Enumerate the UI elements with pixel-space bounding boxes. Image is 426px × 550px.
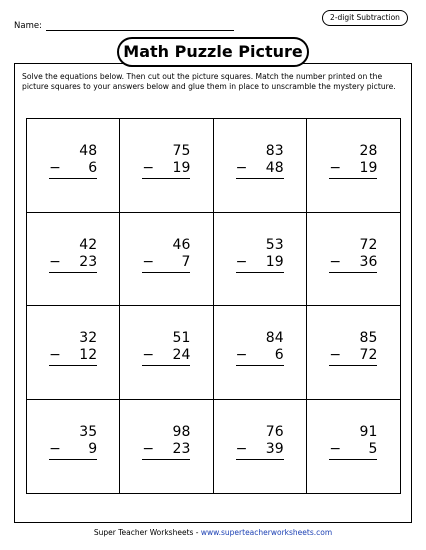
minuend: 98 bbox=[172, 423, 191, 440]
minus-sign: − bbox=[235, 253, 248, 270]
minus-sign: − bbox=[49, 440, 61, 457]
subtrahend: 19 bbox=[265, 253, 284, 270]
problem-cell bbox=[214, 306, 307, 400]
minuend: 28 bbox=[359, 143, 378, 159]
problem-cell bbox=[120, 400, 213, 494]
subtrahend-row bbox=[49, 160, 97, 179]
problem-cell bbox=[214, 213, 307, 307]
subtraction-problem bbox=[329, 237, 377, 273]
subtraction-problem bbox=[142, 237, 190, 273]
subtraction-problem bbox=[49, 424, 97, 460]
minuend: 35 bbox=[79, 423, 98, 440]
subtrahend-row bbox=[49, 347, 97, 366]
subtrahend-row bbox=[329, 160, 377, 179]
name-field-row bbox=[14, 15, 234, 31]
minus-sign: − bbox=[329, 160, 342, 176]
minuend: 75 bbox=[172, 143, 191, 159]
minus-sign: − bbox=[142, 253, 155, 270]
subtrahend: 48 bbox=[265, 160, 284, 176]
page-title: Math Puzzle Picture bbox=[117, 37, 309, 67]
subtrahend: 23 bbox=[172, 440, 191, 457]
subtraction-problem bbox=[49, 237, 97, 273]
problem-cell bbox=[27, 119, 120, 213]
subtrahend-row bbox=[329, 254, 377, 273]
subtrahend-row bbox=[236, 441, 284, 460]
subtrahend: 19 bbox=[172, 160, 191, 176]
subtrahend-row bbox=[236, 254, 284, 273]
minus-sign: − bbox=[142, 347, 155, 363]
minus-sign: − bbox=[235, 440, 248, 457]
problem-cell bbox=[307, 119, 400, 213]
minus-sign: − bbox=[142, 440, 155, 457]
minuend: 84 bbox=[265, 330, 284, 346]
name-blank-line bbox=[46, 20, 234, 31]
subtrahend-row bbox=[329, 441, 377, 460]
subtraction-problem bbox=[49, 143, 97, 179]
subtrahend: 6 bbox=[88, 160, 98, 176]
problem-cell bbox=[120, 306, 213, 400]
subtraction-problem bbox=[49, 330, 97, 366]
subtrahend-row bbox=[142, 160, 190, 179]
subtrahend-row bbox=[142, 254, 190, 273]
subtrahend: 6 bbox=[274, 347, 284, 363]
subtrahend: 9 bbox=[88, 440, 98, 457]
minuend: 53 bbox=[265, 236, 284, 253]
minuend: 85 bbox=[359, 330, 378, 346]
subtrahend: 39 bbox=[265, 440, 284, 457]
subtraction-problem bbox=[142, 143, 190, 179]
footer-brand: Super Teacher Worksheets - bbox=[93, 528, 201, 537]
subtrahend-row bbox=[49, 254, 97, 273]
minus-sign: − bbox=[329, 440, 342, 457]
problem-cell bbox=[307, 400, 400, 494]
problem-cell bbox=[27, 306, 120, 400]
subtraction-problem bbox=[236, 424, 284, 460]
minus-sign: − bbox=[49, 253, 61, 270]
minuend: 46 bbox=[172, 236, 191, 253]
footer bbox=[0, 528, 426, 537]
minuend: 72 bbox=[359, 236, 378, 253]
subtrahend: 23 bbox=[79, 253, 98, 270]
minuend: 42 bbox=[79, 236, 98, 253]
subtrahend: 72 bbox=[359, 347, 378, 363]
subtrahend-row bbox=[142, 347, 190, 366]
subtrahend: 5 bbox=[368, 440, 378, 457]
subtrahend-row bbox=[142, 441, 190, 460]
subtrahend: 24 bbox=[172, 347, 191, 363]
minuend: 83 bbox=[265, 143, 284, 159]
instructions-text: Solve the equations below. Then cut out the picture squares. Match the number printed on the picture squares to your answers below and glue them in place to unscramble the mystery picture. bbox=[22, 72, 396, 91]
minus-sign: − bbox=[329, 347, 342, 363]
subtrahend: 7 bbox=[181, 253, 191, 270]
subtraction-problem bbox=[236, 237, 284, 273]
footer-url-link[interactable]: www.superteacherworksheets.com bbox=[200, 528, 333, 537]
minus-sign: − bbox=[49, 160, 61, 176]
subtrahend: 12 bbox=[79, 347, 98, 363]
problem-cell bbox=[120, 119, 213, 213]
problem-cell bbox=[27, 400, 120, 494]
problem-cell bbox=[120, 213, 213, 307]
subtraction-problem bbox=[142, 330, 190, 366]
subtrahend-row bbox=[49, 441, 97, 460]
minuend: 48 bbox=[79, 143, 98, 159]
topic-badge: 2-digit Subtraction bbox=[322, 10, 408, 26]
subtrahend: 36 bbox=[359, 253, 378, 270]
problem-cell bbox=[27, 213, 120, 307]
problem-grid bbox=[26, 118, 401, 494]
subtraction-problem bbox=[329, 330, 377, 366]
subtrahend: 19 bbox=[359, 160, 378, 176]
minus-sign: − bbox=[49, 347, 61, 363]
subtrahend-row bbox=[236, 347, 284, 366]
subtrahend-row bbox=[329, 347, 377, 366]
subtraction-problem bbox=[236, 143, 284, 179]
minuend: 32 bbox=[79, 330, 98, 346]
minus-sign: − bbox=[329, 253, 342, 270]
problem-cell bbox=[214, 400, 307, 494]
subtraction-problem bbox=[236, 330, 284, 366]
name-label: Name: bbox=[14, 21, 42, 31]
minus-sign: − bbox=[235, 160, 248, 176]
subtraction-problem bbox=[142, 424, 190, 460]
minus-sign: − bbox=[142, 160, 155, 176]
subtraction-problem bbox=[329, 424, 377, 460]
subtraction-problem bbox=[329, 143, 377, 179]
subtrahend-row bbox=[236, 160, 284, 179]
minuend: 91 bbox=[359, 423, 378, 440]
problem-cell bbox=[307, 213, 400, 307]
minuend: 76 bbox=[265, 423, 284, 440]
problem-cell bbox=[307, 306, 400, 400]
problem-cell bbox=[214, 119, 307, 213]
minuend: 51 bbox=[172, 330, 191, 346]
minus-sign: − bbox=[235, 347, 248, 363]
